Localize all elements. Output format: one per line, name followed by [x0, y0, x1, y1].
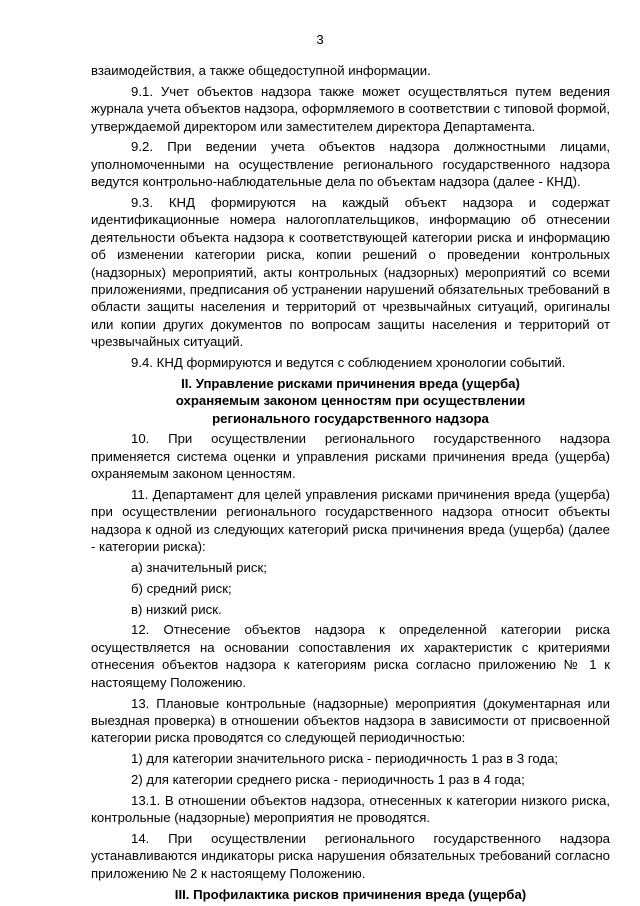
paragraph-9-1: 9.1. Учет объектов надзора также может осуществляться путем ведения журнала учета объектов надзора, оформляемого в соответствии с типовой формой, утверждаемой директором или заместителем директора Департамента.: [91, 83, 610, 134]
document-body: [91, 62, 610, 906]
section-3-heading: [91, 886, 610, 903]
paragraph-continuation: взаимодействия, а также общедоступной информации.: [91, 63, 431, 78]
paragraph-13-1: 13.1. В отношении объектов надзора, отнесенных к категории низкого риска, контрольные (надзорные) мероприятия не проводятся.: [91, 792, 610, 826]
paragraph-10: 10. При осуществлении регионального государственного надзора применяется система оценки и управления рисками причинения вреда (ущерба) охраняемым законом ценностям.: [91, 431, 610, 482]
section-2-heading-line-3: регионального государственного надзора: [212, 410, 489, 426]
list-item-13-1: 1) для категории значительного риска - периодичность 1 раз в 3 года;: [131, 751, 559, 767]
paragraph-14: 14. При осуществлении регионального государственного надзора устанавливаются индикаторы риска нарушения обязательных требований согласно приложению № 2 к настоящему Положению.: [91, 830, 610, 881]
page-number: 3: [316, 32, 324, 47]
paragraph-9-3: 9.3. КНД формируются на каждый объект надзора и содержат идентификационные номера налогоплательщиков, информацию об отнесении деятельности объекта надзора к соответствующей категории риска и информацию об изменении категории риска, копии решений о проведении контрольных (надзорных) мероприятий, акты контрольных (надзорных) мероприятий со всеми приложениями, предписания об устранении нарушений обязательных требований в области защиты населения и территорий от чрезвычайных ситуаций, оригиналы или копии других документов по вопросам защиты населения и территорий от чрезвычайных ситуаций.: [91, 195, 610, 350]
paragraph-11: 11. Департамент для целей управления рисками причинения вреда (ущерба) при осуществлении регионального государственного надзора относит объекты надзора к одной из следующих категорий риска причинения вреда (ущерба) (далее - категории риска):: [91, 487, 610, 555]
section-3-heading-line: III. Профилактика рисков причинения вреда (ущерба): [174, 886, 527, 902]
list-item-11-v: в) низкий риск.: [131, 601, 222, 617]
paragraph-9-2: 9.2. При ведении учета объектов надзора должностными лицами, уполномоченными на осуществление регионального государственного надзора ведутся контрольно-наблюдательные дела по объектам надзора (далее - КНД).: [91, 139, 610, 190]
list-item-13-2: 2) для категории среднего риска - периодичность 1 раз в 4 года;: [131, 771, 525, 787]
list-item-11-a: а) значительный риск;: [131, 560, 267, 576]
paragraph-13: 13. Плановые контрольные (надзорные) мероприятия (документарная или выездная проверка) в отношении объектов надзора в зависимости от присвоенной категории риска проводятся со следующей периодичностью:: [91, 695, 610, 746]
paragraph-12: 12. Отнесение объектов надзора к определенной категории риска осуществляется на основании сопоставления их характеристик с критериями отнесения объектов надзора к категориям риска согласно приложению № 1 к настоящему Положению.: [91, 622, 610, 690]
section-2-heading: [91, 375, 610, 427]
section-2-heading-line-2: охраняемым законом ценностям при осуществлении: [175, 393, 526, 409]
section-2-heading-line-1: II. Управление рисками причинения вреда (ущерба): [181, 375, 520, 391]
paragraph-9-4: 9.4. КНД формируются и ведутся с соблюдением хронологии событий.: [131, 355, 566, 371]
list-item-11-b: б) средний риск;: [131, 580, 232, 596]
